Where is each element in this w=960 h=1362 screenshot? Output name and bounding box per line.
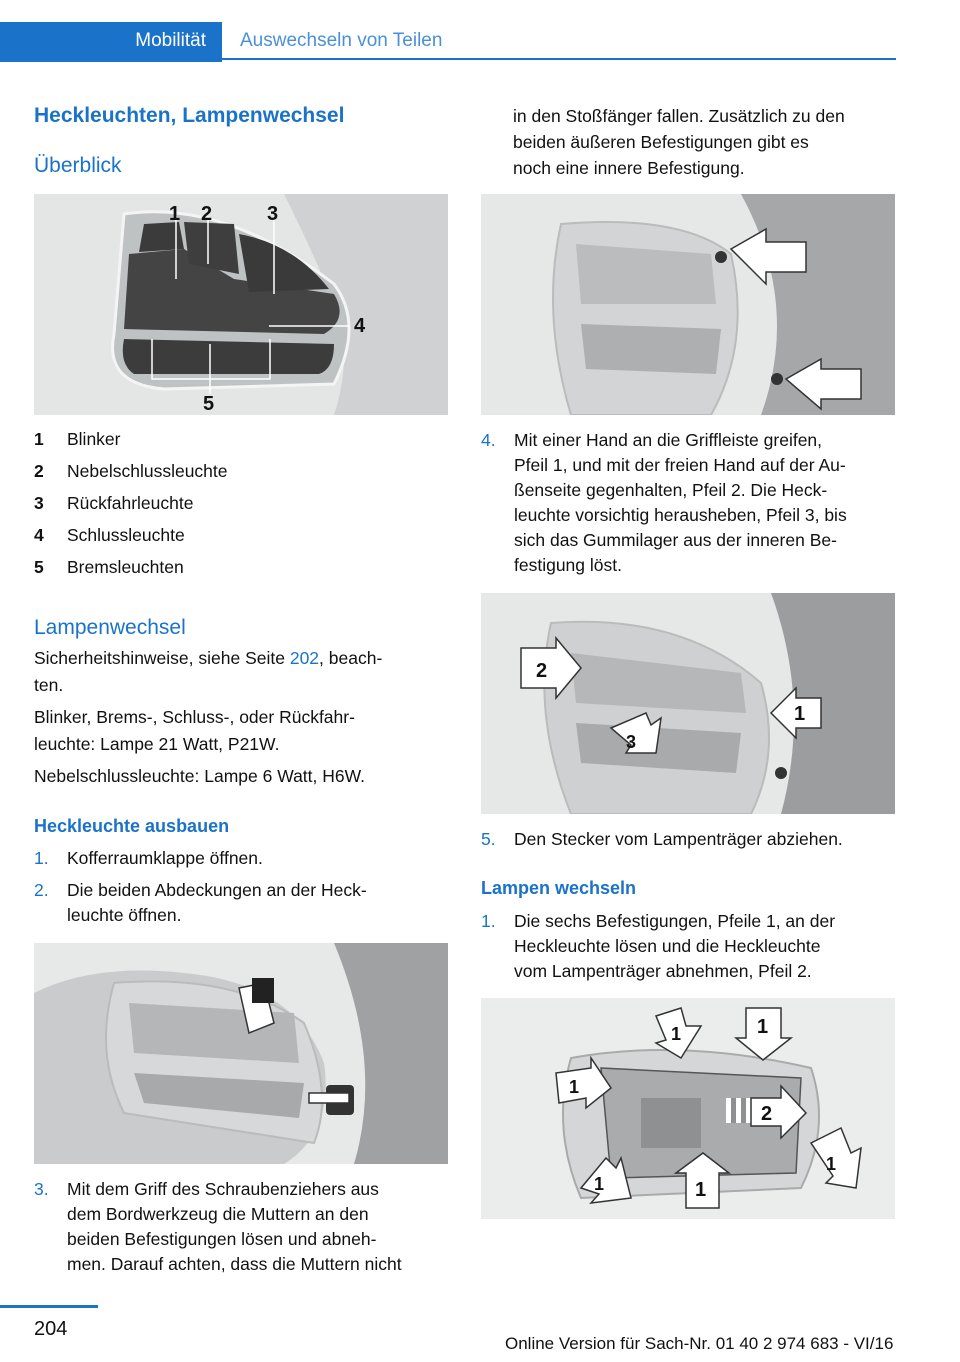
page-link-202[interactable]: 202 <box>289 648 320 668</box>
step-item: 1. Die sechs Befestigungen, Pfeile 1, an der Heckleuchte lösen und die Heckleuchte vom Lampenträger abnehmen, Pfeil 2. <box>481 911 836 981</box>
fig3-label-1f: 1 <box>695 1179 707 1201</box>
lampenwechsel-heading: Lampenwechsel <box>34 616 186 639</box>
section-title: Heckleuchten, Lampenwechsel <box>34 104 345 127</box>
fig1-label-1: 1 <box>169 203 181 225</box>
fog-lamp-spec: Nebelschlussleuchte: Lampe 6 Watt, H6W. <box>34 766 366 786</box>
fig3-label-1c: 1 <box>569 1077 580 1097</box>
tab-auswechseln[interactable]: Auswechseln von Teilen <box>222 22 896 60</box>
page-number: 204 <box>34 1318 68 1340</box>
header-tabs <box>0 22 896 62</box>
step-item: 4. Mit einer Hand an die Griffleiste greifen, Pfeil 1, und mit der freien Hand auf der Au- ßenseite gegenhalten, Pfeil 2. Die Heck- leuchte vorsichtig herausheben, Pfeil 3, bis sich das Gummilager aus der inneren Be- festigung löst. <box>481 430 847 575</box>
fig3-label-1a: 1 <box>671 1024 682 1044</box>
fig3-label-2: 2 <box>761 1103 773 1125</box>
taillight-overview-figure <box>34 194 448 415</box>
fig1-label-4: 4 <box>354 315 366 337</box>
safety-note: Sicherheitshinweise, siehe Seite 202, beach- ten. <box>34 648 383 695</box>
lift-taillight-figure <box>481 593 895 814</box>
lamp-spec-paragraph: Blinker, Brems-, Schluss-, oder Rückfahr- leuchte: Lampe 21 Watt, P21W. <box>34 707 355 754</box>
nut-removal-figure <box>34 943 448 1164</box>
remove-heading: Heckleuchte ausbauen <box>34 816 230 836</box>
fig1-label-5: 5 <box>203 393 215 415</box>
fig3-label-1d: 1 <box>826 1154 837 1174</box>
fig-arrow-label-1: 1 <box>794 703 806 725</box>
overview-heading: Überblick <box>34 154 122 177</box>
fastener-arrows-figure <box>481 194 895 415</box>
fig3-label-1e: 1 <box>594 1174 605 1194</box>
footer-accent-line <box>0 1305 98 1308</box>
step-item: 2. Die beiden Abdeckungen an der Heck- leuchte öffnen. <box>34 880 367 925</box>
fig-arrow-label-2: 2 <box>536 660 548 682</box>
fig1-label-3: 3 <box>267 203 279 225</box>
continued-paragraph: in den Stoßfänger fallen. Zusätzlich zu den beiden äußeren Befestigungen gibt es noch eine innere Befestigung. <box>513 106 845 178</box>
lamp-carrier-figure <box>481 998 895 1219</box>
change-lamps-heading: Lampen wechseln <box>481 878 637 898</box>
fig1-label-2: 2 <box>201 203 213 225</box>
step-item: 3. Mit dem Griff des Schraubenziehers aus dem Bordwerkzeug die Muttern an den beiden Befestigungen lösen und abneh- men. Darauf achten, dass die Muttern nicht <box>34 1179 402 1274</box>
footer-online-version: Online Version für Sach-Nr. 01 40 2 974 683 - VI/16 <box>505 1334 894 1353</box>
fig3-label-1b: 1 <box>757 1016 769 1038</box>
tab-mobilitaet[interactable]: Mobilität <box>0 22 222 62</box>
fig-arrow-label-3: 3 <box>626 732 637 752</box>
